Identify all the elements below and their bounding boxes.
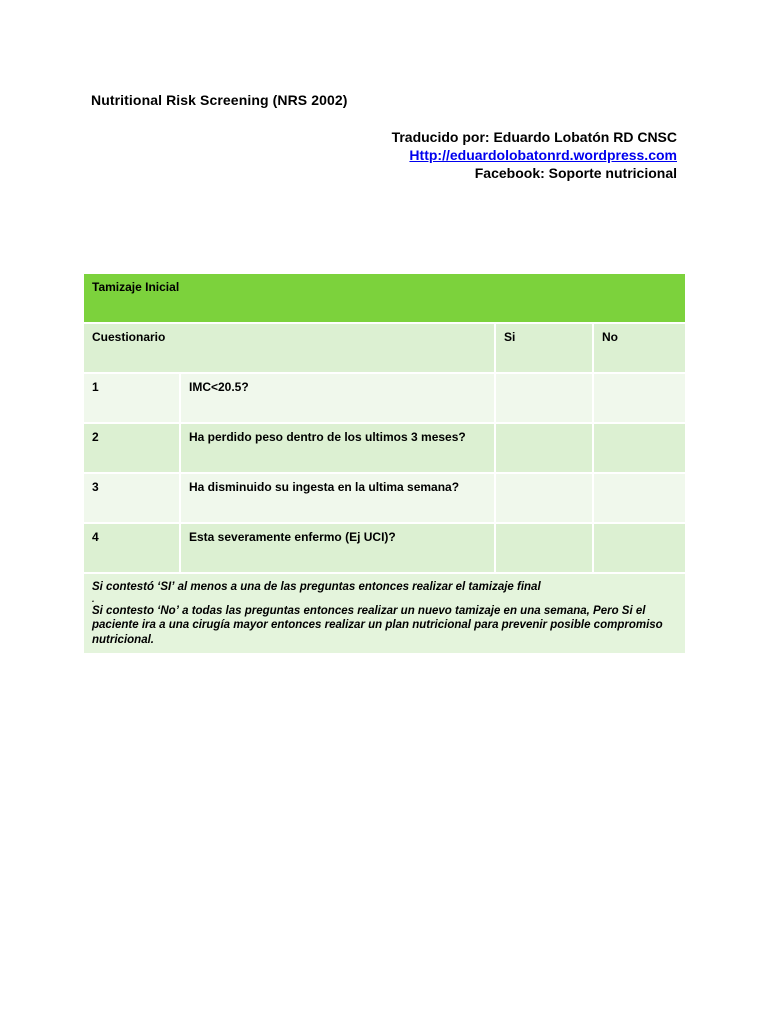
- facebook-credit: Facebook: Soporte nutricional: [474, 165, 677, 181]
- section-title: Tamizaje Inicial: [83, 273, 686, 323]
- column-header-row: [83, 323, 686, 373]
- no-cell[interactable]: [593, 473, 686, 523]
- document-title: Nutritional Risk Screening (NRS 2002): [91, 92, 348, 108]
- row-number: 3: [83, 473, 180, 523]
- yes-cell[interactable]: [495, 423, 593, 473]
- table-row: [83, 523, 686, 573]
- row-question: Ha perdido peso dentro de los ultimos 3 meses?: [180, 423, 495, 473]
- column-header-questionnaire: Cuestionario: [83, 323, 495, 373]
- yes-cell[interactable]: [495, 473, 593, 523]
- section-header-row: [83, 273, 686, 323]
- yes-instruction-text: al menos a una de las preguntas entonces realizar el tamizaje final: [174, 581, 541, 593]
- row-number: 1: [83, 373, 180, 423]
- row-question: IMC<20.5?: [180, 373, 495, 423]
- yes-instruction-lead: Si contestó ‘SI’: [92, 581, 175, 593]
- stray-dot: .: [92, 593, 95, 604]
- no-cell[interactable]: [593, 423, 686, 473]
- row-number: 4: [83, 523, 180, 573]
- yes-cell[interactable]: [495, 373, 593, 423]
- no-cell[interactable]: [593, 523, 686, 573]
- table-row: [83, 373, 686, 423]
- no-instruction-text: a todas las preguntas entonces realizar un nuevo tamizaje en una semana, Pero Si el paciente ira a una cirugía mayor entonces realizar un plan nutricional para prevenir posible compromiso nutricional.: [92, 604, 663, 646]
- table-row: [83, 473, 686, 523]
- screening-table: [82, 272, 687, 655]
- row-question: Esta severamente enfermo (Ej UCI)?: [180, 523, 495, 573]
- column-header-yes: Si: [495, 323, 593, 373]
- yes-cell[interactable]: [495, 523, 593, 573]
- column-header-no: No: [593, 323, 686, 373]
- no-cell[interactable]: [593, 373, 686, 423]
- no-instruction-lead: Si contesto ‘No’: [92, 604, 179, 617]
- instructions-row: [83, 573, 686, 654]
- instructions-note: [83, 573, 686, 654]
- blog-link[interactable]: Http://eduardolobatonrd.wordpress.com: [409, 147, 677, 163]
- table-row: [83, 423, 686, 473]
- row-number: 2: [83, 423, 180, 473]
- row-question: Ha disminuido su ingesta en la ultima semana?: [180, 473, 495, 523]
- translator-credit: Traducido por: Eduardo Lobatón RD CNSC: [391, 129, 677, 145]
- credits-block: [392, 128, 677, 182]
